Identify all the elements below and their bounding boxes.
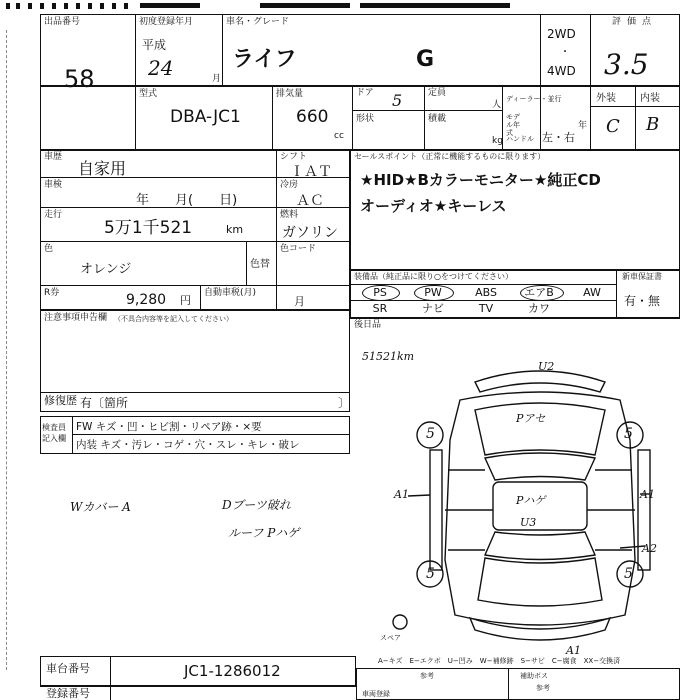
reg-year-value: 24 bbox=[148, 56, 174, 80]
rear-window bbox=[485, 532, 595, 560]
damage-a1-right: A1 bbox=[640, 488, 655, 501]
usage-value: 自家用 bbox=[78, 159, 127, 178]
damage-u3: U3 bbox=[520, 516, 537, 529]
footer-ref-label: 参考 bbox=[420, 672, 434, 680]
repair-bracket-close: 〕 bbox=[338, 396, 351, 410]
shift-value: ＩＡＴ bbox=[290, 164, 332, 180]
equip-navi: ナビ bbox=[422, 302, 444, 315]
tire-rl-mark: 5 bbox=[426, 566, 435, 582]
doors-label: ドア bbox=[356, 88, 374, 98]
exterior-grade-value: C bbox=[606, 116, 620, 137]
score-label: 評価点 bbox=[612, 17, 658, 27]
lot-no-value: 58 bbox=[64, 65, 95, 93]
year-unit: 年 bbox=[578, 121, 588, 131]
handwritten-seat-note: Dブーツ破れ bbox=[222, 498, 291, 512]
dealer-label: ディーラー・並行 bbox=[506, 95, 562, 103]
yen-unit: 円 bbox=[180, 294, 191, 307]
notes-label: 注意事項申告欄 bbox=[44, 313, 108, 323]
reg-label: 登録番号 bbox=[46, 687, 90, 700]
model-code-value: DBA-JC1 bbox=[170, 107, 241, 127]
handle-value: 左・右 bbox=[542, 131, 575, 144]
selling-points-label: セールスポイント（正常に機能するものに限ります） bbox=[354, 152, 546, 161]
footer-right-frame bbox=[356, 668, 680, 700]
equip-leather: カワ bbox=[528, 302, 550, 315]
equip-ps: PS bbox=[373, 286, 387, 299]
tire-fl-mark: 5 bbox=[426, 426, 435, 442]
footer-parts-label: 参考 bbox=[536, 684, 550, 692]
car-name-value: ライフ bbox=[232, 47, 297, 72]
handwritten-roof-note: ルーフ Pハゲ bbox=[228, 526, 300, 540]
inspector-memo-label: 検査員記入欄 bbox=[42, 423, 66, 443]
drive-2wd: 2WD bbox=[547, 27, 576, 41]
month-unit: 月 bbox=[212, 74, 222, 84]
equip-abs: ABS bbox=[475, 286, 497, 299]
grade-value: G bbox=[416, 47, 435, 72]
damage-u2: U2 bbox=[538, 360, 555, 373]
shift-label: シフト bbox=[280, 152, 308, 162]
mileage-label: 走行 bbox=[44, 210, 63, 220]
drive-4wd: 4WD bbox=[547, 64, 576, 78]
equip-pw: PW bbox=[424, 286, 442, 299]
top-title-cutoff bbox=[0, 0, 700, 12]
drive-dot: ・ bbox=[560, 47, 570, 58]
tire-fr-mark: 5 bbox=[624, 426, 633, 442]
title-fragment-graphic bbox=[0, 3, 700, 12]
fuel-label: 燃料 bbox=[280, 210, 299, 220]
repair-history-label: 修復歴 bbox=[44, 394, 77, 407]
front-bumper bbox=[475, 371, 605, 392]
repair-history-value: 有〔箇所 bbox=[80, 396, 129, 410]
footer-alt-label: 補助ボス bbox=[520, 672, 548, 680]
inspection-value: 年 月( 日) bbox=[136, 193, 238, 208]
kg-unit: kg bbox=[492, 136, 503, 146]
aircon-value: ＡＣ bbox=[296, 193, 324, 209]
damage-p-hage: Pハゲ bbox=[516, 494, 546, 507]
interior-damage-row: 内装 キズ・汚レ・コゲ・穴・スレ・キレ・破レ bbox=[76, 439, 300, 451]
shape-label: 形状 bbox=[356, 114, 375, 124]
car-name-grade-label: 車名・グレード bbox=[226, 17, 290, 27]
equip-tv: TV bbox=[478, 302, 494, 315]
circle-mark-ps bbox=[362, 285, 400, 301]
inspection-label: 車検 bbox=[44, 180, 63, 190]
left-door-strip bbox=[430, 450, 442, 570]
equip-airbag: エアB bbox=[524, 286, 554, 299]
damage-arrow-left bbox=[408, 495, 430, 496]
handwritten-w-cover: Wカバー A bbox=[70, 500, 131, 514]
circle-mark-pw bbox=[414, 285, 454, 301]
circle-mark-airbag bbox=[520, 285, 564, 301]
chassis-value: JC1-1286012 bbox=[184, 662, 281, 680]
damage-a2: A2 bbox=[642, 542, 657, 555]
load-label: 積載 bbox=[428, 114, 447, 124]
spare-label: スペア bbox=[380, 634, 401, 642]
cc-unit: cc bbox=[334, 131, 344, 141]
damage-legend: A−キズ E−エクボ U−凹み W−補修跡 S−サビ C−腐食 XX−交換済 bbox=[378, 657, 621, 665]
spare-tire bbox=[393, 615, 407, 629]
selling-point-line-1: ★HID★Bカラーモニター★純正CD bbox=[360, 171, 601, 189]
lot-no-label: 出品番号 bbox=[44, 17, 81, 27]
color-label: 色 bbox=[44, 244, 54, 254]
handwritten-mileage: 51521km bbox=[362, 350, 415, 363]
exterior-label: 外装 bbox=[596, 93, 616, 104]
damage-pa: Pアセ bbox=[516, 412, 546, 425]
doors-value: 5 bbox=[392, 91, 403, 110]
tax-label: 自動車税(月) bbox=[204, 288, 257, 298]
damage-a1-bottom: A1 bbox=[566, 644, 581, 657]
header-frame bbox=[40, 14, 680, 86]
aircon-label: 冷房 bbox=[280, 180, 299, 190]
selling-point-line-2: オーディオ★キーレス bbox=[360, 197, 507, 215]
interior-label: 内装 bbox=[640, 93, 660, 104]
color-value: オレンジ bbox=[80, 262, 132, 277]
displacement-value: 660 bbox=[296, 107, 329, 127]
windshield bbox=[485, 453, 595, 480]
new-car-warranty-label: 新車保証書 bbox=[622, 272, 662, 281]
back-item-label: 後日品 bbox=[354, 320, 382, 330]
mileage-value: 5万1千521 bbox=[104, 218, 193, 238]
interior-grade-value: B bbox=[646, 114, 660, 135]
body-outline bbox=[445, 392, 635, 625]
exterior-damage-row: FW キズ・凹・ヒビ割・リペア跡・×要 bbox=[76, 421, 262, 433]
recycle-value: 9,280 bbox=[126, 292, 167, 308]
usage-label: 車歴 bbox=[44, 152, 63, 162]
km-unit: km bbox=[226, 223, 244, 236]
displacement-label: 排気量 bbox=[276, 89, 304, 99]
equipment-label: 装備品（純正品に限り○をつけてください） bbox=[354, 272, 513, 281]
model-year-label: モデル年式 bbox=[506, 113, 520, 137]
equip-sr: SR bbox=[372, 302, 388, 315]
tire-rr-mark: 5 bbox=[624, 566, 633, 582]
first-reg-label: 初度登録年月 bbox=[139, 17, 194, 27]
capacity-label: 定員 bbox=[428, 88, 447, 98]
rear-hatch bbox=[478, 558, 602, 606]
score-value: 3.5 bbox=[604, 48, 649, 81]
footer-reg-fee-label: 車両登録 bbox=[362, 690, 390, 698]
model-label: 型式 bbox=[139, 89, 158, 99]
color-change-label: 色替 bbox=[250, 259, 270, 270]
warranty-value: 有・無 bbox=[624, 294, 661, 308]
damage-a1-left: A1 bbox=[394, 488, 409, 501]
era-label: 平成 bbox=[142, 38, 167, 52]
color-code-label: 色コード bbox=[280, 244, 317, 254]
left-margin-line bbox=[6, 30, 7, 670]
notes-sub-label: （不具合内容等を記入してください） bbox=[114, 315, 233, 323]
handle-label: ハンドル bbox=[506, 135, 534, 143]
fuel-value: ガソリン bbox=[282, 225, 338, 241]
chassis-label: 車台番号 bbox=[46, 662, 90, 675]
tax-month-label: 月 bbox=[294, 295, 305, 308]
person-unit: 人 bbox=[492, 100, 502, 110]
recycle-label: R券 bbox=[44, 288, 60, 298]
equip-aw: AW bbox=[583, 286, 601, 299]
